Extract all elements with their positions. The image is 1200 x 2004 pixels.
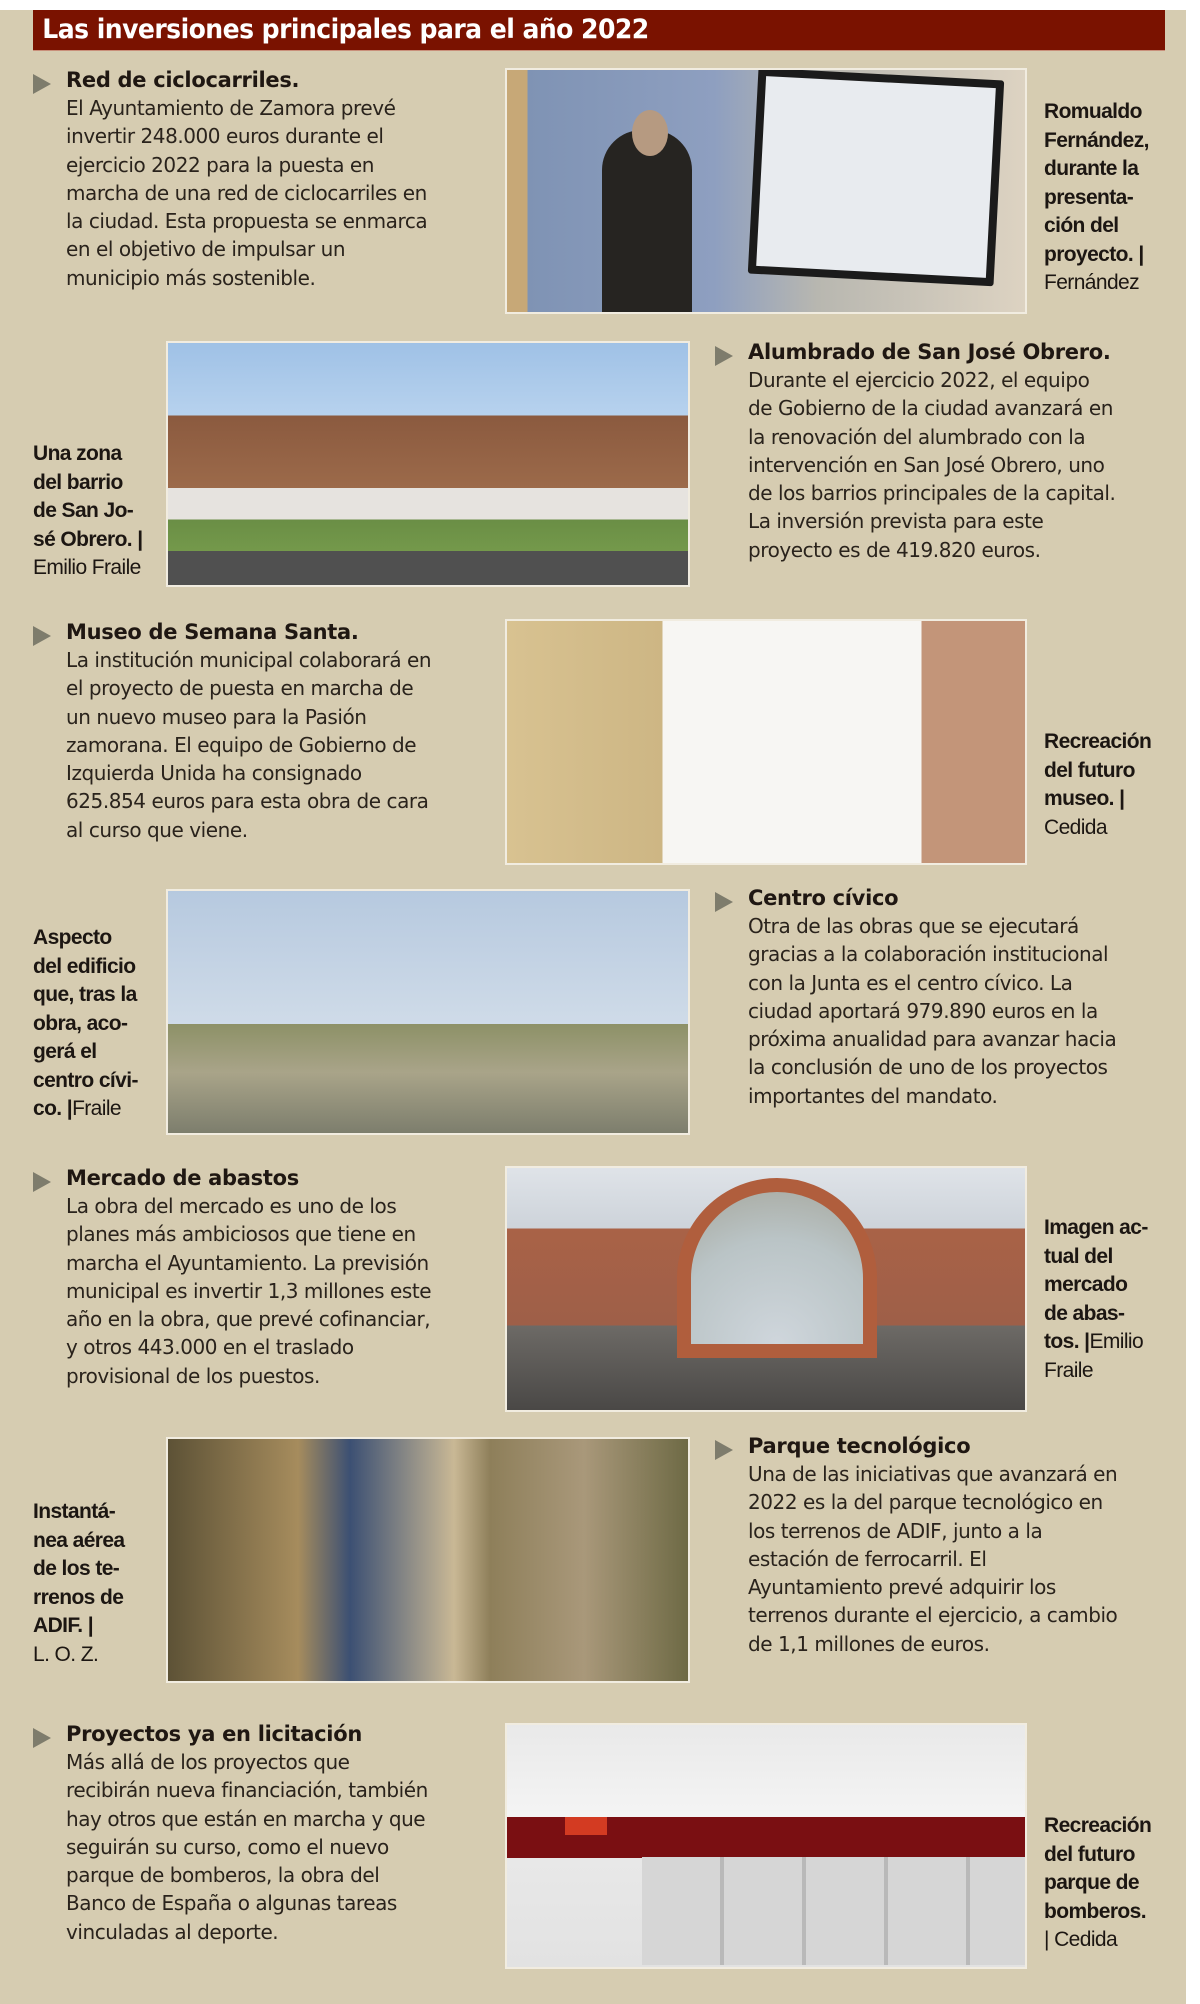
photo-credit: Fernández <box>1044 271 1139 294</box>
photo-parque-tecnologico <box>166 1437 690 1683</box>
screen-shape <box>748 68 1004 286</box>
photo-caption: Instantá- nea aérea de los te- rrenos de ADIF. | L. O. Z. <box>33 1498 125 1669</box>
photo-mercado <box>505 1166 1027 1412</box>
head-shape <box>632 110 668 156</box>
person-shape <box>602 130 692 314</box>
bullet-triangle-icon <box>33 1728 51 1748</box>
article-heading: Alumbrado de San José Obrero. <box>748 340 1111 364</box>
article-body: La obra del mercado es uno de los planes más ambiciosos que tiene en marcha el Ayuntamiento. La previsión municipal es invertir 1,3 millones este año en la obra, que prevé cofinanciar, y otros 443.000 en el traslado provisional de los puestos. <box>66 1194 432 1388</box>
article-heading: Museo de Semana Santa. <box>66 620 359 644</box>
bullet-triangle-icon <box>33 74 51 94</box>
article-heading: Red de ciclocarriles. <box>66 68 300 92</box>
article-heading: Centro cívico <box>748 886 899 910</box>
photo-centro-civico <box>166 889 690 1135</box>
photo-parque-bomberos <box>505 1723 1027 1969</box>
bullet-triangle-icon <box>715 346 733 366</box>
photo-credit: Emilio Fraile <box>33 556 141 579</box>
photo-credit: Cedida <box>1044 815 1107 839</box>
garage-doors-shape <box>642 1857 1025 1965</box>
arch-shape <box>677 1178 877 1358</box>
photo-san-jose-obrero <box>166 341 690 587</box>
title-bar <box>33 10 1165 50</box>
article-heading: Mercado de abastos <box>66 1166 299 1190</box>
page <box>0 10 1186 2004</box>
photo-caption: Romualdo Fernández, durante la presenta- ción del proyecto. | Fernández <box>1044 98 1149 298</box>
bullet-triangle-icon <box>715 1440 733 1460</box>
photo-caption: Recreación del futuro parque de bomberos. | Cedida <box>1044 1812 1151 1955</box>
photo-museo <box>505 619 1027 865</box>
photo-caption: Una zona del barrio de San Jo- sé Obrero. | Emilio Fraile <box>33 440 143 583</box>
article-body: Una de las iniciativas que avanzará en 2022 es la del parque tecnológico en los terrenos de ADIF, junto a la estación de ferrocarril. El Ayuntamiento prevé adquirir los terrenos durante el ejercicio, a cambio de 1,1 millones de euros. <box>748 1462 1118 1656</box>
article-body: El Ayuntamiento de Zamora prevé invertir 248.000 euros durante el ejercicio 2022 para la puesta en marcha de una red de ciclocarriles en la ciudad. Esta propuesta se enmarca en el objetivo de impulsar un municipio más sostenible. <box>66 96 428 290</box>
bullet-triangle-icon <box>33 1172 51 1192</box>
photo-credit: Fraile <box>72 1097 121 1120</box>
page-title: Las inversiones principales para el año 2022 <box>42 14 649 45</box>
photo-ciclocarriles <box>505 68 1027 314</box>
article-heading: Parque tecnológico <box>748 1434 971 1458</box>
article-body: Durante el ejercicio 2022, el equipo de Gobierno de la ciudad avanzará en la renovación del alumbrado con la intervención en San José Obrero, uno de los barrios principales de la capital. La inversión prevista para este proyecto es de 419.820 euros. <box>748 368 1116 562</box>
bullet-triangle-icon <box>715 892 733 912</box>
article-body: La institución municipal colaborará en el proyecto de puesta en marcha de un nuevo museo para la Pasión zamorana. El equipo de Gobierno de Izquierda Unida ha consignado 625.854 euros para esta obra de cara al curso que viene. <box>66 648 432 842</box>
photo-credit: Emilio <box>1089 1330 1144 1353</box>
bullet-triangle-icon <box>33 626 51 646</box>
photo-caption: Recreación del futuro museo. | Cedida <box>1044 728 1151 842</box>
article-body: Más allá de los proyectos que recibirán nueva financiación, también hay otros que están en marcha y que seguirán su curso, como el nuevo parque de bomberos, la obra del Banco de España o algunas tareas vinculadas al deporte. <box>66 1750 428 1944</box>
photo-credit: Fraile <box>1044 1358 1093 1382</box>
photo-credit: | Cedida <box>1044 1928 1118 1951</box>
article-heading: Proyectos ya en licitación <box>66 1722 362 1746</box>
flag-shape <box>565 1817 607 1835</box>
article-body: Otra de las obras que se ejecutará gracias a la colaboración institucional con la Junta es el centro cívico. La ciudad aportará 979.890 euros en la próxima anualidad para avanzar hacia la conclusión de uno de los proyectos importantes del mandato. <box>748 914 1117 1108</box>
photo-caption: Imagen ac- tual del mercado de abas- tos. |Emilio Fraile <box>1044 1214 1148 1385</box>
photo-caption: Aspecto del edificio que, tras la obra, aco- gerá el centro cívi- co. |Fraile <box>33 926 138 1120</box>
photo-credit: L. O. Z. <box>33 1642 99 1666</box>
